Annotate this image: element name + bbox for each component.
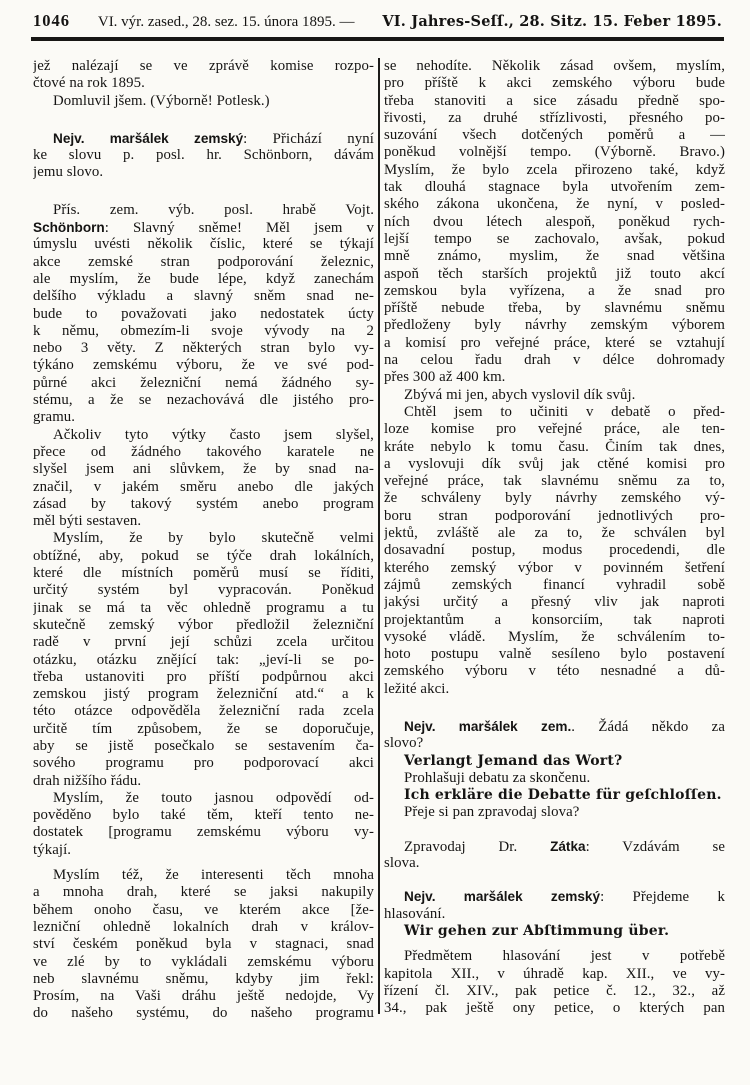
text-line: [33, 254, 374, 271]
text-segment: slovo?: [384, 735, 424, 752]
text-line: [384, 317, 725, 334]
text-segment: kapitola XII., v úhradě kap. XII., ve vy-: [384, 965, 725, 982]
german-fraktur-text: Verlangt Jemand das Wort?: [404, 752, 623, 769]
text-line: [384, 248, 725, 265]
text-line: [33, 236, 374, 253]
text-line: [384, 838, 725, 855]
text-line: [33, 824, 374, 841]
text-segment: aspoň těch starších projektů již touto akcí: [384, 265, 725, 282]
text-segment: poněkud volnější tempo. (Výborně. Bravo.): [384, 144, 725, 161]
text-segment: týkáno zemskému výboru, že ve své pod-: [33, 357, 374, 374]
text-segment: : Slavný sněme! Měl jsem v: [104, 220, 374, 237]
text-line: [384, 770, 725, 787]
text-line: [33, 164, 374, 181]
text-line: [33, 392, 374, 409]
text-line: [33, 1005, 374, 1022]
text-segment: Myslím též, že interesenti těch mnoha: [53, 867, 374, 884]
text-line: [384, 906, 725, 923]
text-line: [33, 807, 374, 824]
text-segment: radě v první její schůzi zcela určitou: [33, 634, 374, 651]
text-columns: [33, 58, 725, 1023]
paragraph: [384, 753, 725, 770]
text-segment: pro příště k akci zemského výboru bude: [384, 75, 725, 92]
text-segment: delšího výkladu a slavný sněm snad ne-: [33, 288, 374, 305]
text-segment: ních dvou létech alespoň, poněkud rych-: [384, 213, 725, 230]
text-segment: hlasování.: [384, 905, 446, 922]
text-line: [33, 130, 374, 147]
column-left: [33, 58, 374, 1023]
page-number: 1046: [33, 11, 70, 30]
text-line: [33, 790, 374, 807]
text-line: [33, 867, 374, 884]
text-segment: do našeho systému, do našeho programu: [33, 1005, 374, 1022]
text-line: [33, 755, 374, 772]
text-line: [33, 582, 374, 599]
header-session-czech: VI. výr. zased., 28. sez. 15. února 1895. —: [97, 14, 355, 30]
text-line: [33, 75, 374, 92]
text-segment: třeba stanoviti a sice zásadu předně spo-: [384, 92, 725, 109]
text-segment: bude to považovati jako nedostatek úcty: [33, 305, 374, 322]
text-segment: Ačkoliv tyto výtky často jsem slyšel,: [53, 426, 374, 443]
text-line: [384, 855, 725, 872]
paragraph: [384, 787, 725, 804]
text-segment: přece od žádného takového karatele ne: [33, 443, 374, 460]
text-line: [33, 513, 374, 530]
text-segment: jež nalézají se ve zprávě komise rozpo-: [33, 58, 374, 74]
header-session-german: VI. Jahres-Seſſ., 28. Sitz. 15. Feber 1895.: [382, 13, 722, 30]
text-segment: Přís. zem. výb. posl. hrabě Vojt.: [53, 201, 374, 218]
text-line: [384, 966, 725, 983]
text-segment: Předmětem hlasování jest v potřebě: [404, 948, 725, 965]
column-divider: [378, 58, 380, 1014]
text-segment: : Přichází nyní: [243, 130, 374, 147]
text-line: [384, 508, 725, 525]
text-segment: že schváleny byly návrhy zemského vý-: [384, 490, 725, 507]
text-segment: loze komise pro veřejné práce, ale ten-: [384, 421, 725, 438]
text-line: [384, 525, 725, 542]
text-segment: ve zlé by to vykládali zemskému výboru: [33, 953, 374, 970]
text-segment: Prohlašuji debatu za skončenu.: [404, 769, 591, 786]
text-line: [33, 479, 374, 496]
text-segment: čtové na rok 1895.: [33, 75, 145, 92]
text-line: [384, 421, 725, 438]
text-line: [33, 202, 374, 219]
text-line: [384, 300, 725, 317]
text-line: [384, 804, 725, 821]
text-segment: drah nižšího řádu.: [33, 772, 142, 789]
text-line: [33, 971, 374, 988]
text-segment: : Vzdávám se: [585, 838, 725, 855]
paragraph: [384, 387, 725, 404]
text-line: [384, 753, 725, 770]
text-line: [384, 473, 725, 490]
text-line: [384, 196, 725, 213]
text-segment: ského zákona ukončena, že nyní, v posled-: [384, 196, 725, 213]
text-segment: půrné akci železniční nemá žádného sy-: [33, 374, 374, 391]
text-segment: na celou řadu drah v délce dohromady: [384, 352, 725, 369]
text-line: [384, 127, 725, 144]
text-segment: zájmů zemských financí vyhradil sobě: [384, 576, 725, 593]
text-line: [384, 162, 725, 179]
text-line: [33, 93, 374, 110]
text-segment: ležité akci.: [384, 680, 450, 697]
column-gap: [374, 58, 384, 1023]
text-segment: ale myslím, že bude lépe, když zanechám: [33, 270, 374, 287]
text-segment: Myslím, že by bylo skutečně velmi: [53, 530, 374, 547]
text-segment: obtížné, aby, pokud se týče drah lokálních,: [33, 547, 374, 564]
text-segment: zásad by takový systém anebo program: [33, 495, 374, 512]
text-segment: nebo 3 věty. Z některých stran bylo vy-: [33, 340, 374, 357]
text-segment: gramu.: [33, 409, 76, 426]
text-line: [33, 375, 374, 392]
text-line: [384, 646, 725, 663]
text-segment: neb slavnému sněmu, kdyby jim řekl:: [33, 970, 374, 987]
text-segment: týkají.: [33, 841, 72, 858]
text-line: [384, 335, 725, 352]
header-rule: [31, 37, 724, 41]
speaker-name-bold: Zátka: [550, 838, 586, 854]
text-segment: přes 300 až 400 km.: [384, 369, 506, 386]
text-segment: skutečně zemský výbor předložil železniční: [33, 616, 374, 633]
text-line: [33, 444, 374, 461]
text-segment: sového programu pro podporovací akci: [33, 755, 374, 772]
text-line: [33, 288, 374, 305]
text-line: [33, 530, 374, 547]
text-line: [384, 888, 725, 905]
text-line: [384, 577, 725, 594]
text-line: [384, 983, 725, 1000]
text-segment: Prosím, na Vaši dráhu ještě nedojde, Vy: [33, 988, 374, 1005]
text-line: [384, 1000, 725, 1017]
text-line: [384, 612, 725, 629]
text-segment: lezniční ohledně lokalních drah v králov-: [33, 918, 374, 935]
text-line: [384, 787, 725, 804]
text-line: [384, 456, 725, 473]
text-line: [384, 439, 725, 456]
paragraph: [384, 923, 725, 940]
speaker-name-bold: Nejv. maršálek zem.: [404, 718, 572, 734]
text-line: [384, 93, 725, 110]
text-segment: během onoho času, ve kterém akce [že-: [33, 901, 374, 918]
text-line: [33, 703, 374, 720]
text-line: [33, 461, 374, 478]
text-segment: určitě tím způsobem, že se doporučuje,: [33, 720, 374, 737]
text-line: [33, 634, 374, 651]
text-line: [33, 306, 374, 323]
text-line: [33, 427, 374, 444]
german-fraktur-text: Wir gehen zur Abſtimmung über.: [404, 922, 670, 939]
text-line: [384, 542, 725, 559]
text-segment: dostatek [programu zemskému výboru vy-: [33, 824, 374, 841]
text-line: [33, 496, 374, 513]
paragraph: [33, 790, 374, 859]
text-segment: hoto postupu valně sesíleno bylo postavení: [384, 646, 725, 663]
text-segment: této otázce odpověděla železniční rada zcela: [33, 703, 374, 720]
text-line: [33, 617, 374, 634]
text-segment: ke slovu p. posl. hr. Schönborn, dávám: [33, 147, 374, 164]
text-line: [384, 58, 725, 75]
text-segment: veřejné práce, tak slavnému sněmu za to,: [384, 473, 725, 490]
paragraph: [33, 130, 374, 182]
text-line: [33, 548, 374, 565]
text-line: [33, 147, 374, 164]
text-segment: tak dlouhá stagnace byla utvořením zem-: [384, 179, 725, 196]
text-segment: k němu, obmezím-li svoje vývody na 2: [33, 322, 374, 339]
text-segment: vysoké vládě. Myslím, že schválením to-: [384, 628, 725, 645]
text-segment: příště nebude třeba, by slavnému sněmu: [384, 300, 725, 317]
paragraph: [384, 58, 725, 387]
paragraph: [33, 427, 374, 531]
text-segment: pověděno bylo také těm, kteří tento ne-: [33, 807, 374, 824]
text-segment: jakýsi určitý a přesný vliv jak naproti: [384, 594, 725, 611]
page-header: [33, 11, 722, 31]
text-line: [384, 718, 725, 735]
text-segment: ství českém poněkud byla v stagnaci, snad: [33, 936, 374, 953]
paragraph: [384, 888, 725, 923]
text-segment: jinak se má ta věc ohledně programu a tu: [33, 599, 374, 616]
text-line: [33, 988, 374, 1005]
text-line: [33, 219, 374, 236]
paragraph: [384, 718, 725, 753]
text-segment: Zpravodaj Dr.: [404, 838, 551, 855]
text-segment: lejší tempo se zachovalo, avšak, pokud: [384, 230, 725, 247]
text-segment: Domluvil jšem. (Výborně! Potlesk.): [53, 92, 270, 109]
text-segment: jektů, zvláště ale za to, že schválen byl: [384, 525, 725, 542]
text-segment: 34., pak ještě ony petice, o kterých pan: [384, 1000, 725, 1017]
text-line: [33, 271, 374, 288]
paragraph: [33, 867, 374, 1023]
text-segment: zemského výboru v této nesnadné a dů-: [384, 663, 725, 680]
text-line: [384, 352, 725, 369]
text-line: [384, 681, 725, 698]
text-segment: úmyslu uvésti několik číslic, které se týkají: [33, 236, 374, 253]
column-right: [384, 58, 725, 1023]
text-segment: aby se jistě posečkalo se sestavením ča-: [33, 737, 374, 754]
text-line: [33, 600, 374, 617]
text-line: [33, 565, 374, 582]
text-line: [33, 936, 374, 953]
text-segment: předloženy byly návrhy zemským výborem: [384, 317, 725, 334]
text-line: [384, 948, 725, 965]
text-line: [384, 629, 725, 646]
text-segment: projektantům a konsorciím, tak naproti: [384, 611, 725, 628]
text-segment: Přeje si pan zpravodaj slova?: [404, 804, 580, 821]
text-line: [384, 369, 725, 386]
text-line: [384, 179, 725, 196]
paragraph: [384, 804, 725, 821]
speaker-name-bold: Nejv. maršálek zemský: [53, 130, 244, 146]
text-line: [384, 75, 725, 92]
paragraph: [384, 404, 725, 698]
text-line: [33, 902, 374, 919]
text-segment: suzování všech dotčených poměrů a —: [384, 127, 725, 144]
german-fraktur-text: Ich erkläre die Debatte für geſchloſſen.: [404, 787, 722, 804]
text-segment: . Žádá někdo za: [571, 718, 725, 735]
text-segment: Zbývá mi jen, abych vyslovil dík svůj.: [404, 386, 636, 403]
text-segment: se nehodíte. Několik zásad ovšem, myslím,: [384, 58, 725, 74]
text-line: [384, 735, 725, 752]
text-line: [384, 387, 725, 404]
text-segment: a vyslovuji dík svůj jak ctěné komisi pro: [384, 455, 725, 472]
text-line: [33, 652, 374, 669]
text-line: [33, 721, 374, 738]
text-segment: zemskou jistý program železniční atd.“ a k: [33, 686, 374, 703]
text-segment: dosavadní postup, modus procedendi, dle: [384, 542, 725, 559]
text-line: [384, 560, 725, 577]
text-line: [384, 214, 725, 231]
text-line: [384, 663, 725, 680]
paragraph: [33, 93, 374, 110]
text-line: [33, 738, 374, 755]
text-segment: řivosti, za druhé střízlivosti, přesného po-: [384, 109, 725, 126]
speaker-name-bold: Nejv. maršálek zemský: [404, 889, 601, 905]
text-segment: měl býti sestaven.: [33, 513, 142, 530]
text-line: [33, 58, 374, 75]
text-segment: řízení čl. XIV., pak petice č. 12., 32., až: [384, 982, 725, 999]
paragraph: [384, 948, 725, 1017]
paragraph: [33, 58, 374, 93]
text-segment: Chtěl jsem to učiniti v debatě o před-: [404, 403, 725, 420]
text-line: [33, 340, 374, 357]
text-segment: Myslím, že touto jasnou odpovědí od-: [53, 789, 374, 806]
text-line: [384, 110, 725, 127]
text-segment: určitý systém byl vypracován. Poněkud: [33, 582, 374, 599]
text-line: [384, 923, 725, 940]
text-segment: kráte nebylo k tomu času. Činím tak dnes,: [384, 438, 725, 455]
paragraph: [384, 838, 725, 873]
text-line: [33, 842, 374, 859]
text-segment: stému, a že se nezachovává dle jistého pro-: [33, 392, 374, 409]
text-line: [33, 409, 374, 426]
text-segment: akce zemské stran podporování železnic,: [33, 253, 374, 270]
text-line: [384, 490, 725, 507]
text-segment: a mnoha drah, které se jaksi nakupily: [33, 884, 374, 901]
text-line: [384, 231, 725, 248]
text-line: [33, 669, 374, 686]
paragraph: [33, 530, 374, 789]
text-segment: slova.: [384, 855, 420, 872]
text-segment: které dle místních poměrů musí se říditi,: [33, 565, 374, 582]
text-line: [384, 266, 725, 283]
text-segment: boru stran podporování jednotlivých pro-: [384, 507, 725, 524]
text-line: [33, 954, 374, 971]
speaker-name-bold: Schönborn: [33, 220, 105, 236]
text-line: [33, 773, 374, 790]
text-segment: slyšel jsem ani slůvkem, že by snad na-: [33, 461, 374, 478]
text-segment: otázku, otázku znějící tak: „jeví-li se po-: [33, 651, 374, 668]
text-line: [33, 686, 374, 703]
text-segment: zemskou byla vyřízena, a že snad pro: [384, 282, 725, 299]
text-segment: třeba ustanoviti pro příští podpůrnou akci: [33, 668, 374, 685]
text-segment: mně známo, myslim, že snad většina: [384, 248, 725, 265]
text-line: [33, 357, 374, 374]
text-line: [384, 404, 725, 421]
text-segment: jemu slovo.: [33, 164, 104, 181]
text-line: [33, 919, 374, 936]
text-line: [33, 323, 374, 340]
text-segment: Myslím, že bylo zcela přirozeno také, když: [384, 161, 725, 178]
text-line: [384, 283, 725, 300]
text-segment: kterého zemský výbor v povinném šetření: [384, 559, 725, 576]
text-segment: značil, v jakém směru anebo dle jakých: [33, 478, 374, 495]
text-line: [384, 594, 725, 611]
text-segment: a komisí pro veřejné práce, které se vztahují: [384, 334, 725, 351]
paragraph: [384, 770, 725, 787]
paragraph: [33, 202, 374, 427]
text-line: [33, 884, 374, 901]
text-line: [384, 144, 725, 161]
text-segment: : Přejdeme k: [600, 889, 725, 906]
